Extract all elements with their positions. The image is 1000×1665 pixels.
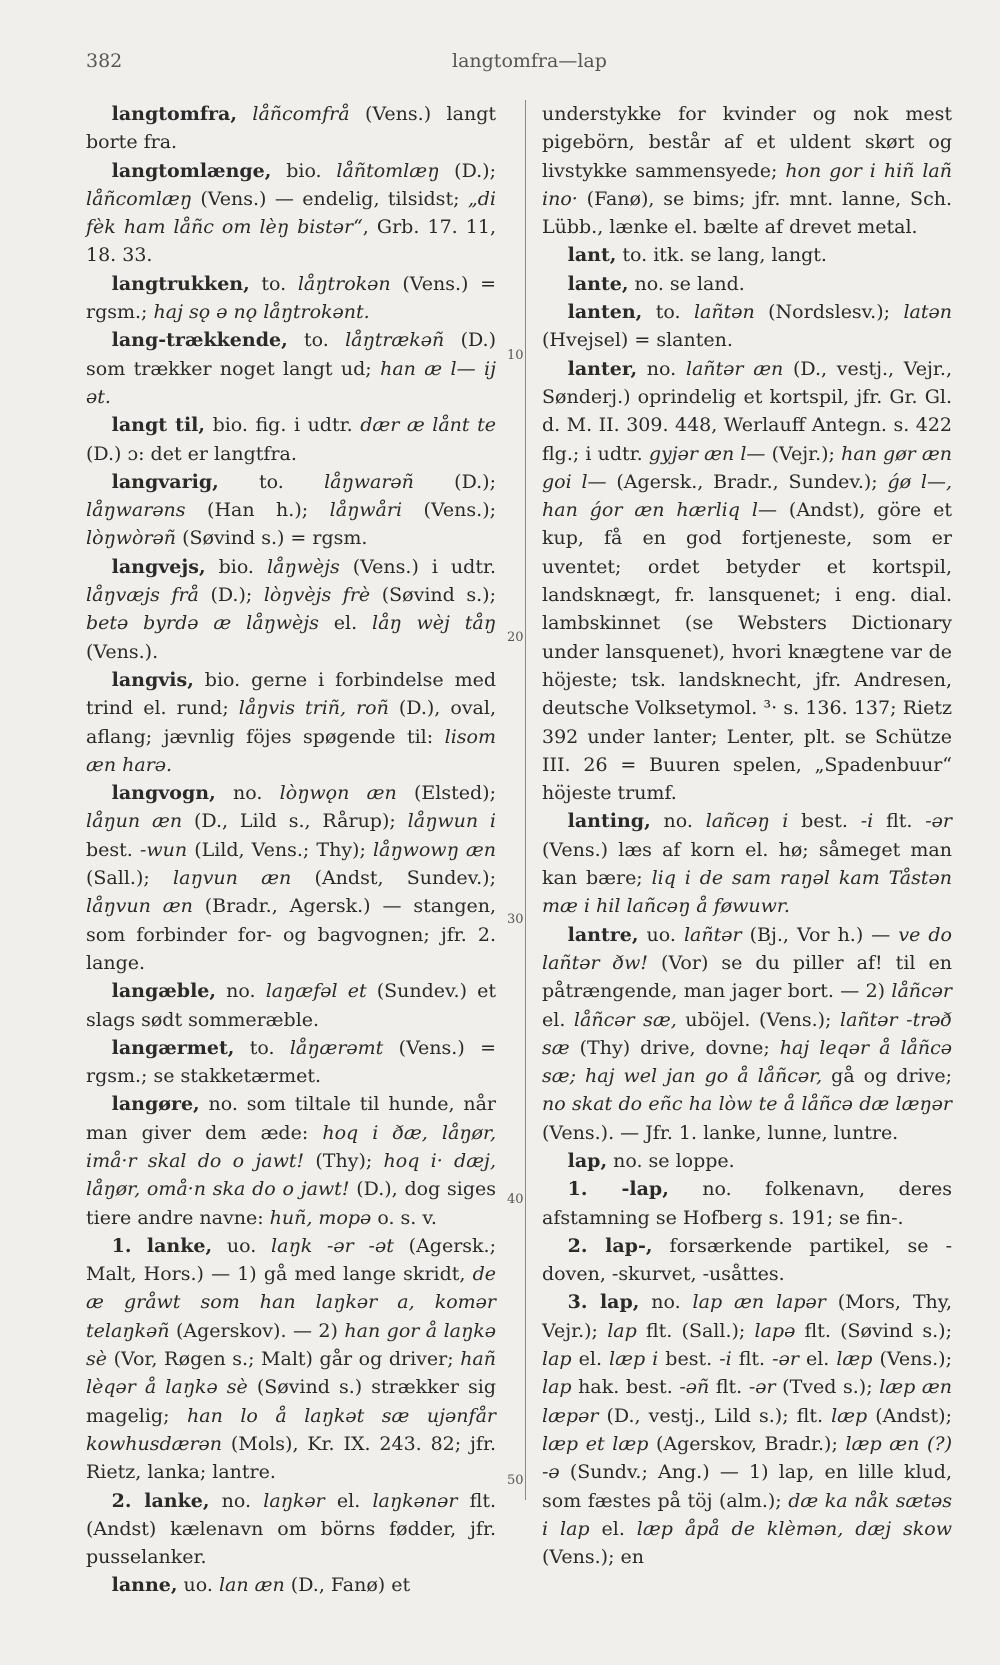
entry-italic-text: hoq i· dæj, låŋør, omå·n ska do o jawt! (86, 1149, 496, 1201)
entry-headword: langvarig, (111, 470, 219, 493)
dictionary-entry (86, 270, 496, 327)
entry-text: (Søvind s.) strækker sig magelig; (86, 1376, 496, 1427)
entry-text: no. (215, 782, 280, 805)
entry-headword: langvejs, (111, 555, 206, 578)
entry-italic-text: låŋ wèj tåŋ (372, 612, 496, 635)
entry-italic-text: laŋvun æn (173, 867, 292, 890)
entry-italic-text: haj sǫ ə nǫ låŋtrokənt. (153, 301, 370, 324)
entry-text: (Vor) se du piller af! til en påtrængende, man jager bort. — 2) (542, 951, 952, 1003)
entry-text: (Mors, Thy, Vejr.); (542, 1291, 953, 1342)
entry-text: (Tved s.); (775, 1376, 880, 1399)
entry-italic-text: lañtər (683, 923, 742, 946)
line-number-marker: 40 (507, 1192, 524, 1207)
entry-text: best. (86, 838, 140, 861)
entry-text: best. (658, 1348, 720, 1371)
entry-italic-text: lan æn (218, 1574, 285, 1597)
entry-text: (Nordslesv.); (754, 301, 904, 324)
entry-text: (Bj., Vor h.) — (741, 923, 899, 946)
entry-text: flt. (Søvind s.); (795, 1319, 952, 1342)
entry-text: bio. fig. i udtr. (205, 414, 361, 437)
dictionary-entry (542, 1232, 952, 1289)
entry-text: flt. (731, 1348, 773, 1371)
page-number: 382 (86, 50, 123, 72)
entry-headword: lanter, (567, 357, 638, 380)
entry-italic-text: han æ l— ij ət. (86, 357, 496, 408)
entry-text: (Andst), göre et kup, få en god fortjeneste, som er uventet; ordet betyder et kortspil, landsknægt, fr. lansquenet; i eng. dial. lambskinnet (se Websters Dictionary under lansquenet), hvori knægtene var de höjeste; tsk. landsknecht, jfr. Andresen, deutsche Volksetymol. ³· s. 136. 137; Rietz 392 under lanter; Lenter, plt. se Schütze III. 26 = Buuren spelen, „Spadenbuur“ höjeste trumf. (542, 499, 952, 805)
entry-italic-text: laŋkər (263, 1489, 325, 1512)
entry-text: to. (249, 272, 298, 295)
entry-text: (Vens.); (872, 1348, 952, 1371)
entry-italic-text: gyjər æn l— (648, 442, 766, 465)
entry-text: (Sundv.; Ang.) — 1) lap, en lille klud, som fæstes på töj (alm.); (542, 1461, 952, 1512)
entry-text: el. (589, 1517, 637, 1540)
entry-italic-text: låŋwarəñ (324, 470, 414, 493)
entry-italic-text: låŋvis triñ, roñ (238, 697, 389, 720)
dictionary-entry (542, 298, 952, 355)
line-number-marker: 30 (507, 912, 524, 927)
entry-text: (Bradr., Agersk.) — stangen, som forbinder for- og bagvognen; jfr. 2. lange. (86, 895, 496, 974)
dictionary-entry (86, 326, 496, 411)
dictionary-entry (86, 157, 496, 270)
entry-italic-text: lap (607, 1319, 637, 1342)
line-number-marker: 50 (507, 1473, 524, 1488)
entry-text: (D.) ɔ: det er langtfra. (86, 442, 297, 465)
entry-text: el. (798, 1348, 837, 1371)
entry-text: uböjel. (Vens.); (676, 1008, 840, 1031)
entry-text: (D., vestj., Vejr., Sønderj.) oprindelig et kortspil, jfr. Gr. Gl. d. M. II. 309. 448, Werlauff Antegn. s. 422 flg.; i udtr. (542, 357, 952, 465)
entry-text: bio. (205, 555, 267, 578)
entry-headword: langæble, (111, 980, 217, 1003)
entry-text: to. (287, 329, 346, 352)
entry-italic-text: laŋæfəl et (265, 980, 367, 1003)
entry-text: (Vens.). (86, 640, 159, 663)
entry-italic-text: laŋk -ər -ət (271, 1234, 394, 1257)
entry-italic-text: -wun (139, 838, 188, 861)
entry-text: to. itk. se lang, langt. (616, 244, 827, 267)
entry-text: (Han h.); (185, 499, 330, 522)
dictionary-entry (542, 1147, 952, 1175)
entry-italic-text: laŋkənər (372, 1489, 458, 1512)
entry-italic-text: læp æn læpər (542, 1376, 952, 1427)
entry-text: understykke for kvinder og nok mest pigebörn, består af et uldent skørt og livstykke sammensyede; (542, 103, 952, 182)
entry-text: no. folkenavn, deres afstamning se Hofberg s. 191; se fin-. (542, 1178, 952, 1229)
entry-text: (Sall.); (86, 867, 174, 890)
entry-text: no. (650, 810, 706, 833)
entry-italic-text: han lo å laŋkət sæ ujənfår kowhusdærən (86, 1404, 496, 1455)
entry-italic-text: lañtər æn (685, 357, 784, 380)
entry-text: (Vens.) = rgsm.; se stakketærmet. (86, 1036, 496, 1088)
entry-italic-text: låŋwèjs (266, 555, 340, 578)
entry-text: flt. (709, 1376, 749, 1399)
entry-italic-text: læp (836, 1348, 873, 1371)
entry-italic-text: lañtən (693, 301, 755, 324)
entry-text: uo. (638, 923, 684, 946)
entry-text: to. (218, 470, 325, 493)
entry-text: (D., Fanø) et (284, 1574, 411, 1597)
entry-text: o. s. v. (371, 1206, 437, 1229)
entry-italic-text: -ər (772, 1348, 799, 1371)
entry-text: (Mols), Kr. IX. 243. 82; jfr. Rietz, lanka; lantre. (86, 1432, 496, 1484)
dictionary-entry (542, 241, 952, 269)
entry-text: (Andst, Sundev.); (291, 867, 496, 890)
entry-italic-text: betə byrdə æ låŋwèjs (86, 612, 319, 635)
entry-italic-text: lap (542, 1348, 572, 1371)
entry-text: no. som tiltale til hunde, når man giver dem æde: (86, 1093, 496, 1144)
entry-text: gå og drive; (822, 1065, 953, 1088)
entry-text: flt. (Sall.); (636, 1319, 755, 1342)
running-head: langtomfra—lap (452, 50, 607, 72)
entry-italic-text: lap æn lapər (692, 1291, 826, 1314)
dictionary-entry (86, 468, 496, 553)
entry-italic-text: lap (542, 1376, 572, 1399)
entry-headword: langærmet, (111, 1036, 235, 1059)
entry-text: (Thy); (304, 1149, 384, 1172)
entry-headword: lap, (567, 1149, 608, 1172)
entry-text: hak. best. (571, 1376, 680, 1399)
entry-text: (D., vestj., Lild s.); flt. (598, 1404, 832, 1427)
entry-italic-text: hoq i ðæ, låŋør, imå·r skal do o jawt! (86, 1121, 496, 1172)
entry-text: , Grb. 17. 11, 18. 33. (86, 216, 497, 267)
entry-italic-text: låŋtrækəñ (345, 329, 445, 352)
entry-headword: lantre, (567, 923, 639, 946)
entry-text: no. (637, 357, 686, 380)
entry-text: el. (324, 1489, 373, 1512)
entry-headword: lant, (567, 244, 617, 267)
entry-italic-text: læp i (609, 1348, 659, 1371)
entry-italic-text: låñcər (891, 980, 952, 1003)
entry-text: (Vens.) = rgsm.; (86, 272, 497, 324)
entry-italic-text: lisom æn harə. (86, 725, 496, 776)
entry-text: (Lild, Vens.; Thy); (187, 838, 373, 861)
entry-italic-text: haj leqər å låñcə sæ; haj wel jan go å låñcər, (542, 1036, 952, 1088)
entry-italic-text: -əñ (679, 1376, 710, 1399)
entry-text: (Agerskov). — 2) (169, 1319, 345, 1342)
entry-italic-text: låŋwåri (329, 499, 403, 522)
entry-italic-text: hañ lèqər å laŋkə sè (86, 1348, 496, 1399)
entry-text: el. (571, 1348, 610, 1371)
entry-headword: langøre, (111, 1093, 200, 1116)
entry-text: to. (642, 301, 694, 324)
entry-text: (Vens.). — Jfr. 1. lanke, lunne, luntre. (542, 1121, 899, 1144)
entry-text: (Sundev.) et slags sødt sommeræble. (86, 980, 497, 1031)
entry-text: uo. (177, 1574, 219, 1597)
entry-italic-text: han gør æn goi l— (542, 442, 952, 493)
entry-italic-text: låñcər sæ, (573, 1008, 677, 1031)
entry-headword: lanne, (111, 1574, 178, 1597)
entry-italic-text: læp æn (?) -ə (542, 1432, 952, 1484)
dictionary-entry (86, 100, 496, 157)
entry-text: (Agersk., Bradr., Sundev.); (606, 470, 888, 493)
entry-italic-text: læp (831, 1404, 868, 1427)
entry-italic-text: lapə (754, 1319, 796, 1342)
entry-italic-text: ǵø l—, han ǵor æn hærliq l— (542, 470, 953, 522)
entry-text: (Agerskov, Bradr.); (648, 1432, 846, 1455)
dictionary-entry (542, 270, 952, 298)
entry-text: no. (209, 1489, 264, 1512)
entry-text: (Fanø), se bims; jfr. mnt. lanne, Sch. Lübb., lænke el. bælte af drevet metal. (542, 187, 952, 239)
entry-headword: langvogn, (111, 782, 216, 805)
entry-italic-text: ve do lañtər ðw! (542, 923, 952, 974)
entry-text: (Søvind s.); (370, 584, 496, 607)
entry-italic-text: lañcəŋ i (705, 810, 789, 833)
entry-text: to. (234, 1036, 290, 1059)
entry-text: el. (318, 612, 373, 635)
column-left (86, 100, 496, 1600)
entry-headword: lanten, (567, 301, 643, 324)
entry-italic-text: -ər (925, 810, 952, 833)
entry-italic-text: huñ, mopə (269, 1206, 372, 1229)
entry-text: (Vens.); en (542, 1546, 644, 1569)
entry-italic-text: latən (903, 301, 952, 324)
entry-headword: lang-trækkende, (111, 329, 288, 352)
entry-italic-text: -i (719, 1348, 732, 1371)
entry-text: (Vens.) langt borte fra. (86, 103, 496, 154)
entry-text: flt. (873, 810, 926, 833)
entry-text: (Vejr.); (765, 442, 842, 465)
entry-text: no. se land. (628, 272, 745, 295)
entry-italic-text: -i (860, 810, 874, 833)
entry-headword: langt til, (111, 414, 206, 437)
dictionary-entry (86, 1232, 496, 1487)
entry-headword: 2. lap-, (567, 1234, 653, 1257)
entry-text: (Agersk.; Malt, Hors.) — 1) gå med lange skridt, (86, 1234, 496, 1286)
entry-italic-text: „di fèk ham låñc om lèŋ bistər“ (86, 187, 496, 239)
dictionary-entry (86, 666, 496, 779)
entry-text: (D.) som trækker noget langt ud; (86, 329, 496, 380)
entry-italic-text: dær æ lånt te (360, 414, 496, 437)
entry-text: uo. (212, 1234, 272, 1257)
entry-italic-text: lòŋwòrəñ (86, 527, 177, 550)
dictionary-entry (86, 1034, 496, 1091)
entry-text: (Vens.) — endelig, tilsidst; (191, 187, 468, 210)
dictionary-entry (86, 1090, 496, 1231)
entry-text: (Vens.) læs af korn el. hø; såmeget man kan bære; (542, 838, 952, 890)
entry-italic-text: dæ ka nåk sætəs i lap (542, 1489, 952, 1540)
entry-italic-text: låŋærəmt (289, 1036, 384, 1059)
dictionary-entry (86, 779, 496, 977)
entry-text: (Søvind s.) = rgsm. (176, 527, 368, 550)
entry-italic-text: låŋtrokən (297, 272, 391, 295)
line-number-marker: 10 (507, 348, 524, 363)
entry-italic-text: han gor å laŋkə sè (86, 1319, 496, 1371)
entry-headword: langtomlænge, (111, 159, 272, 182)
entry-text: (D.), oval, aflang; jævnlig föjes spøgende til: (86, 697, 496, 748)
entry-text: (D.); (413, 470, 496, 493)
entry-italic-text: låñcomlæŋ (86, 187, 192, 210)
dictionary-entry (542, 100, 952, 241)
entry-text: (D.); (198, 584, 264, 607)
column-divider (525, 100, 526, 1500)
entry-italic-text: lañtər -trəð sæ (542, 1008, 952, 1059)
column-right (542, 100, 952, 1571)
entry-italic-text: låñcomfrå (236, 103, 350, 125)
entry-headword: lanting, (567, 810, 651, 833)
entry-italic-text: hon gor i hiñ lañ ino· (542, 159, 952, 210)
entry-text: (Vens.); (402, 499, 497, 522)
entry-text: (Elsted); (396, 782, 496, 805)
entry-italic-text: låŋvæjs frå (86, 584, 199, 607)
entry-text: (D.), dog siges tiere andre navne: (86, 1178, 496, 1229)
dictionary-entry (542, 355, 952, 808)
entry-headword: langvis, (111, 668, 194, 691)
entry-text: (D.); (439, 159, 496, 182)
dictionary-entry (86, 1571, 496, 1599)
dictionary-entry (86, 977, 496, 1034)
entry-italic-text: -ər (748, 1376, 776, 1399)
entry-italic-text: låŋwowŋ æn (372, 838, 496, 861)
entry-headword: 1. -lap, (567, 1178, 669, 1201)
entry-italic-text: læp et læp (542, 1432, 649, 1455)
entry-headword: 2. lanke, (111, 1489, 210, 1512)
dictionary-entry (542, 1288, 952, 1571)
entry-text: bio. (271, 159, 337, 182)
entry-italic-text: liq i de sam raŋəl kam Tåstən mæ i hil lañcəŋ å føwuwr. (542, 867, 952, 918)
entry-headword: langtomfra, (111, 103, 237, 125)
dictionary-entry (86, 411, 496, 468)
entry-headword: 1. lanke, (111, 1234, 213, 1257)
entry-italic-text: de æ gråwt som han laŋkər a, komər telaŋkəñ (86, 1263, 496, 1342)
dictionary-entry (542, 807, 952, 920)
line-number-marker: 20 (507, 630, 524, 645)
entry-text: forsærkende partikel, se -doven, -skurvet, -usåttes. (542, 1234, 952, 1286)
entry-headword: 3. lap, (567, 1291, 640, 1314)
dictionary-entry (542, 1175, 952, 1232)
entry-text: (D., Lild s., Rårup); (182, 810, 408, 833)
entry-text: (Hvejsel) = slanten. (542, 329, 733, 352)
entry-italic-text: lòŋwǫn æn (279, 782, 397, 805)
entry-italic-text: låñtomlæŋ (336, 159, 440, 182)
entry-italic-text: no skat do eñc ha lòw te å låñcə dæ læŋər (542, 1093, 952, 1116)
entry-italic-text: låŋvun æn (86, 895, 193, 918)
entry-italic-text: låŋun æn (86, 810, 183, 833)
entry-headword: langtrukken, (111, 272, 250, 295)
entry-text: no. (216, 980, 266, 1003)
dictionary-entry (542, 921, 952, 1147)
entry-text: (Andst); (867, 1404, 952, 1427)
entry-text: (Thy) drive, dovne; (569, 1036, 780, 1059)
entry-text: no. (639, 1291, 693, 1314)
dictionary-entry (86, 553, 496, 666)
entry-text: (Vor, Røgen s.; Malt) går og driver; (107, 1348, 461, 1371)
entry-headword: lante, (567, 272, 629, 295)
entry-text: bio. gerne i forbindelse med trind el. rund; (86, 668, 496, 720)
entry-text: (Vens.) i udtr. (339, 555, 496, 578)
entry-text: best. (788, 810, 861, 833)
dictionary-entry (86, 1487, 496, 1572)
entry-italic-text: låŋwun i (407, 810, 497, 833)
entry-text: flt. (Andst) kælenavn om börns fødder, jfr. pusselanker. (86, 1489, 496, 1569)
entry-text: el. (542, 1008, 574, 1031)
entry-italic-text: låŋwarəns (86, 499, 186, 522)
entry-italic-text: læp åpå de klèmən, dæj skow (636, 1517, 952, 1540)
entry-italic-text: lòŋvèjs frè (263, 584, 371, 607)
entry-text: no. se loppe. (607, 1149, 735, 1172)
